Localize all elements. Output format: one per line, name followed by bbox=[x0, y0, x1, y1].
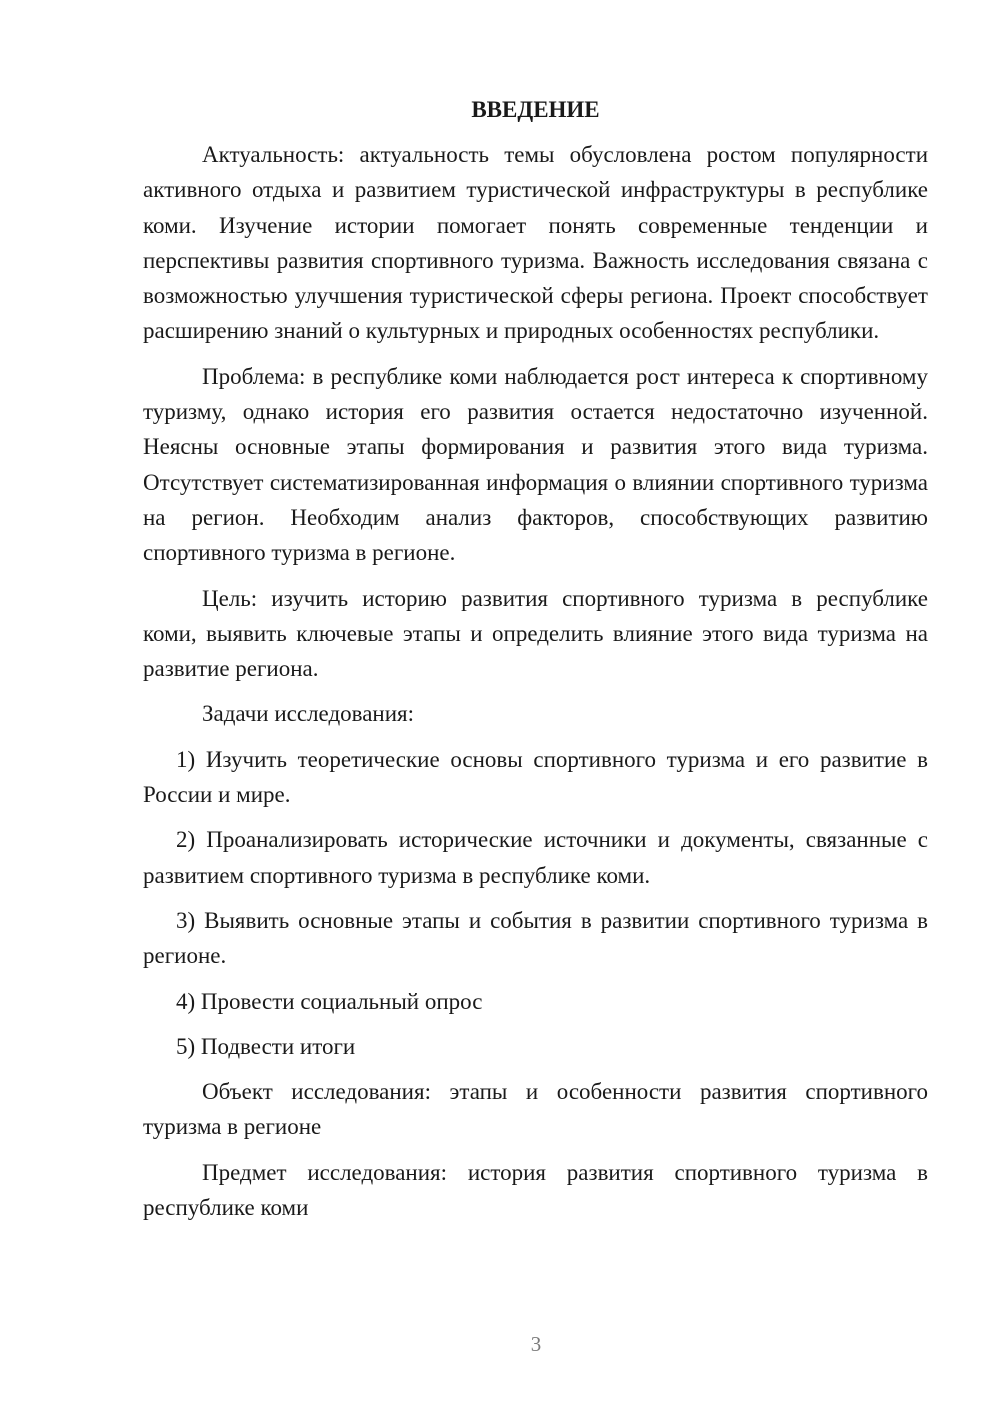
task-item-4: 4) Провести социальный опрос bbox=[176, 988, 483, 1014]
paragraph-object: Объект исследования: этапы и особенности развития спортивного туризма в регионе bbox=[143, 1079, 928, 1140]
document-page bbox=[143, 92, 928, 1225]
paragraph-subject: Предмет исследования: история развития спортивного туризма в республике коми bbox=[143, 1159, 928, 1221]
document-title: ВВЕДЕНИЕ bbox=[471, 97, 600, 122]
page-number: 3 bbox=[530, 1332, 542, 1356]
paragraph-problem: Проблема: в республике коми наблюдается рост интереса к спортивному туризму, однако история его развития остается недостаточно изученной. Неясны основные этапы формирования и развития этого вида туризма. Отсутствует систематизированная информация о влиянии спортивного туризма на регион. Необходим анализ факторов, способствующих развитию спортивного туризма в регионе. bbox=[143, 363, 928, 566]
task-item-5: 5) Подвести итоги bbox=[176, 1033, 356, 1059]
tasks-heading: Задачи исследования: bbox=[202, 701, 415, 727]
paragraph-relevance: Актуальность: актуальность темы обусловлена ростом популярности активного отдыха и развитием туристической инфраструктуры в республике коми. Изучение истории помогает понять современные тенденции и перспективы развития спортивного туризма. Важность исследования связана с возможностью улучшения туристической сферы региона. Проект способствует расширению знаний о культурных и природных особенностях республики. bbox=[143, 142, 928, 344]
task-item-1: 1) Изучить теоретические основы спортивного туризма и его развитие в России и мире. bbox=[143, 746, 928, 808]
paragraph-goal: Цель: изучить историю развития спортивного туризма в республике коми, выявить ключевые этапы и определить влияние этого вида туризма на развитие региона. bbox=[143, 585, 928, 682]
task-item-3: 3) Выявить основные этапы и события в развитии спортивного туризма в регионе. bbox=[143, 907, 928, 969]
task-item-2: 2) Проанализировать исторические источники и документы, связанные с развитием спортивного туризма в республике коми. bbox=[143, 827, 928, 888]
